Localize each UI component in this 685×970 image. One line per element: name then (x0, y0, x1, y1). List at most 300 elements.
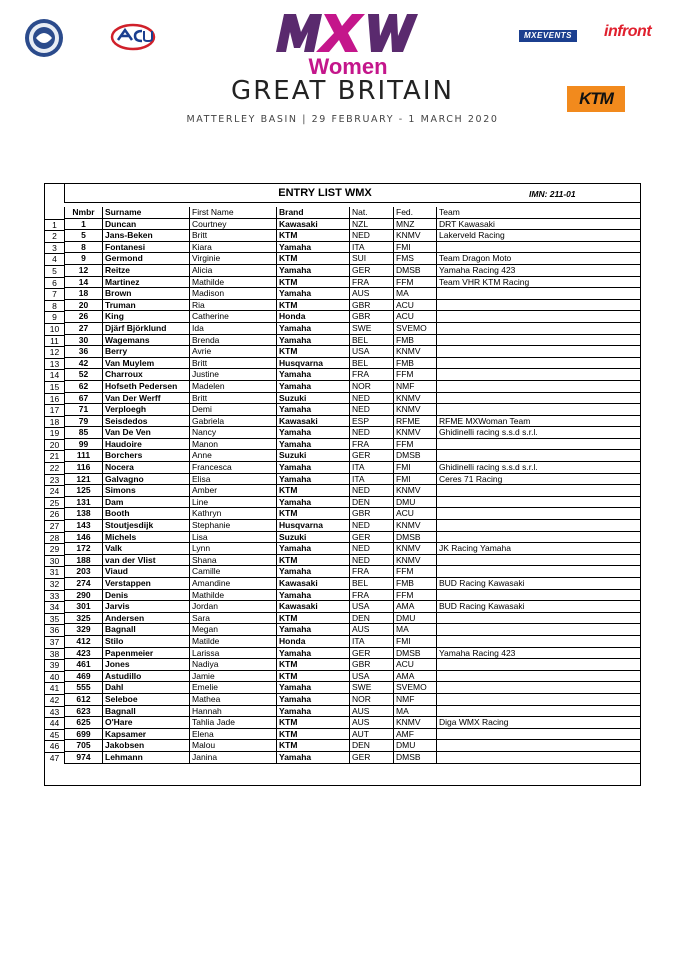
row-index: 40 (44, 671, 65, 683)
rider-nationality: DEN (350, 613, 394, 624)
mxw-women-logo (268, 8, 418, 80)
rider-number: 131 (65, 497, 103, 508)
rider-first-name: Anne (190, 450, 277, 461)
rider-first-name: Madelen (190, 381, 277, 392)
row-index: 21 (44, 450, 65, 462)
rider-federation: DMU (394, 740, 437, 751)
row-index: 9 (44, 311, 65, 323)
rider-team (437, 323, 641, 334)
rider-nationality: GER (350, 265, 394, 276)
row-index: 4 (44, 253, 65, 265)
rider-team (437, 590, 641, 601)
rider-surname: Duncan (103, 219, 190, 230)
rider-brand: Yamaha (277, 543, 350, 554)
rider-team (437, 694, 641, 705)
table-row (65, 381, 641, 393)
rider-brand: Suzuki (277, 532, 350, 543)
rider-nationality: FRA (350, 566, 394, 577)
row-index: 22 (44, 462, 65, 474)
rider-first-name: Mathilde (190, 277, 277, 288)
rider-nationality: SWE (350, 682, 394, 693)
row-index: 44 (44, 717, 65, 729)
row-index-column (44, 207, 65, 764)
rider-surname: Germond (103, 253, 190, 264)
rider-surname: Valk (103, 543, 190, 554)
rider-surname: Reitze (103, 265, 190, 276)
rider-federation: FMI (394, 462, 437, 473)
rider-number: 5 (65, 230, 103, 241)
rider-first-name: Gabriela (190, 416, 277, 427)
table-row (65, 520, 641, 532)
rider-surname: Simons (103, 485, 190, 496)
rider-number: 612 (65, 694, 103, 705)
rider-federation: ACU (394, 311, 437, 322)
row-index: 15 (44, 381, 65, 393)
rider-federation: MA (394, 288, 437, 299)
rider-number: 62 (65, 381, 103, 392)
rider-nationality: NZL (350, 219, 394, 230)
rider-number: 125 (65, 485, 103, 496)
rider-first-name: Justine (190, 369, 277, 380)
rider-federation: MNZ (394, 219, 437, 230)
rider-team (437, 671, 641, 682)
rider-team (437, 369, 641, 380)
rider-brand: Suzuki (277, 393, 350, 404)
row-index: 36 (44, 624, 65, 636)
rider-nationality: GER (350, 532, 394, 543)
rider-federation: KNMV (394, 717, 437, 728)
rider-federation: DMSB (394, 648, 437, 659)
rider-surname: Borchers (103, 450, 190, 461)
rider-number: 14 (65, 277, 103, 288)
rider-first-name: Nancy (190, 427, 277, 438)
rider-surname: Van Muylem (103, 358, 190, 369)
rider-first-name: Alicia (190, 265, 277, 276)
mx-events-logo: MXEVENTS (519, 30, 577, 42)
row-index: 1 (44, 219, 65, 231)
rider-first-name: Avrie (190, 346, 277, 357)
rider-brand: KTM (277, 346, 350, 357)
rider-brand: KTM (277, 729, 350, 740)
rider-number: 469 (65, 671, 103, 682)
table-row (65, 358, 641, 370)
rider-brand: KTM (277, 717, 350, 728)
rider-surname: Jarvis (103, 601, 190, 612)
row-index: 2 (44, 230, 65, 242)
rider-federation: SVEMO (394, 323, 437, 334)
table-row (65, 253, 641, 265)
rider-number: 9 (65, 253, 103, 264)
rider-first-name: Megan (190, 624, 277, 635)
table-row (65, 694, 641, 706)
rider-number: 18 (65, 288, 103, 299)
table-header-row (65, 207, 641, 219)
table-row (65, 369, 641, 381)
rider-number: 203 (65, 566, 103, 577)
table-row (65, 578, 641, 590)
rider-surname: Haudoire (103, 439, 190, 450)
rider-team (437, 346, 641, 357)
rider-nationality: NOR (350, 381, 394, 392)
rider-federation: DMSB (394, 450, 437, 461)
rider-number: 412 (65, 636, 103, 647)
rider-surname: Hofseth Pedersen (103, 381, 190, 392)
rider-federation: DMSB (394, 265, 437, 276)
rider-nationality: NED (350, 485, 394, 496)
table-row (65, 717, 641, 729)
rider-federation: KNMV (394, 393, 437, 404)
rider-first-name: Brenda (190, 335, 277, 346)
rider-first-name: Britt (190, 230, 277, 241)
rider-number: 325 (65, 613, 103, 624)
rider-team (437, 659, 641, 670)
rider-team (437, 520, 641, 531)
rider-brand: Yamaha (277, 694, 350, 705)
rider-brand: Yamaha (277, 648, 350, 659)
col-header-nationality: Nat. (350, 207, 394, 218)
rider-surname: Papenmeier (103, 648, 190, 659)
table-row (65, 265, 641, 277)
rider-number: 974 (65, 752, 103, 763)
rider-number: 699 (65, 729, 103, 740)
rider-nationality: GBR (350, 508, 394, 519)
table-row (65, 659, 641, 671)
row-index: 25 (44, 497, 65, 509)
row-index: 34 (44, 601, 65, 613)
rider-federation: DMSB (394, 752, 437, 763)
rider-first-name: Tahlia Jade (190, 717, 277, 728)
rider-nationality: FRA (350, 590, 394, 601)
row-index: 14 (44, 369, 65, 381)
row-index-spacer (44, 207, 65, 219)
rider-federation: FFM (394, 369, 437, 380)
rider-brand: KTM (277, 300, 350, 311)
rider-nationality: NED (350, 555, 394, 566)
rider-federation: ACU (394, 659, 437, 670)
rider-team (437, 636, 641, 647)
rider-first-name: Nadiya (190, 659, 277, 670)
rider-number: 116 (65, 462, 103, 473)
rider-number: 12 (65, 265, 103, 276)
row-index: 47 (44, 752, 65, 764)
rider-number: 705 (65, 740, 103, 751)
rider-surname: Astudillo (103, 671, 190, 682)
rider-number: 42 (65, 358, 103, 369)
rider-team (437, 555, 641, 566)
mxw-logo-women-text: Women (308, 54, 388, 79)
row-index: 31 (44, 566, 65, 578)
rider-brand: Yamaha (277, 335, 350, 346)
rider-brand: Yamaha (277, 288, 350, 299)
rider-team (437, 682, 641, 693)
rider-federation: ACU (394, 300, 437, 311)
rider-surname: Fontanesi (103, 242, 190, 253)
row-index: 7 (44, 288, 65, 300)
rider-team (437, 485, 641, 496)
rider-surname: Djärf Björklund (103, 323, 190, 334)
rider-first-name: Virginie (190, 253, 277, 264)
rider-team (437, 300, 641, 311)
rider-nationality: GER (350, 450, 394, 461)
table-row (65, 416, 641, 428)
infront-logo: infront (604, 23, 652, 40)
rider-nationality: SWE (350, 323, 394, 334)
rider-first-name: Lisa (190, 532, 277, 543)
rider-federation: FFM (394, 439, 437, 450)
rider-nationality: FRA (350, 277, 394, 288)
table-row (65, 485, 641, 497)
rider-brand: Yamaha (277, 497, 350, 508)
rider-first-name: Mathilde (190, 590, 277, 601)
rider-number: 138 (65, 508, 103, 519)
row-index: 5 (44, 265, 65, 277)
rider-federation: FMS (394, 253, 437, 264)
rider-number: 461 (65, 659, 103, 670)
rider-first-name: Courtney (190, 219, 277, 230)
rider-first-name: Shana (190, 555, 277, 566)
rider-brand: KTM (277, 508, 350, 519)
rider-surname: Dahl (103, 682, 190, 693)
row-index: 27 (44, 520, 65, 532)
rider-nationality: NOR (350, 694, 394, 705)
rider-team (437, 404, 641, 415)
table-row (65, 740, 641, 752)
rider-nationality: FRA (350, 369, 394, 380)
rider-first-name: Larissa (190, 648, 277, 659)
rider-number: 143 (65, 520, 103, 531)
rider-team: Lakerveld Racing (439, 230, 505, 241)
table-row (65, 462, 641, 474)
rider-nationality: BEL (350, 358, 394, 369)
rider-brand: Yamaha (277, 439, 350, 450)
rider-team (437, 335, 641, 346)
rider-nationality: DEN (350, 740, 394, 751)
row-index: 24 (44, 485, 65, 497)
table-row (65, 682, 641, 694)
rider-first-name: Madison (190, 288, 277, 299)
row-index: 10 (44, 323, 65, 335)
rider-team (437, 729, 641, 740)
rider-first-name: Camille (190, 566, 277, 577)
rider-nationality: AUT (350, 729, 394, 740)
rider-team (437, 752, 641, 763)
rider-surname: Jakobsen (103, 740, 190, 751)
rider-first-name: Britt (190, 393, 277, 404)
rider-brand: Yamaha (277, 427, 350, 438)
col-header-brand: Brand (277, 207, 350, 218)
rider-nationality: NED (350, 404, 394, 415)
rider-number: 555 (65, 682, 103, 693)
table-row (65, 624, 641, 636)
rider-federation: FMB (394, 578, 437, 589)
table-row (65, 450, 641, 462)
rider-surname: Stoutjesdijk (103, 520, 190, 531)
rider-team: DRT Kawasaki (439, 218, 495, 229)
rider-brand: KTM (277, 253, 350, 264)
entry-grid (64, 207, 641, 764)
table-row (65, 613, 641, 625)
table-row (65, 671, 641, 683)
rider-first-name: Stephanie (190, 520, 277, 531)
rider-federation: KNMV (394, 346, 437, 357)
rider-team: Ghidinelli racing s.s.d s.r.l. (439, 427, 538, 438)
rider-first-name: Janina (190, 752, 277, 763)
table-row (65, 497, 641, 509)
col-header-number: Nmbr (65, 207, 103, 218)
table-row (65, 474, 641, 486)
rider-federation: MA (394, 624, 437, 635)
table-row (65, 601, 641, 613)
rider-brand: Husqvarna (277, 520, 350, 531)
rider-nationality: ITA (350, 636, 394, 647)
rider-first-name: Sara (190, 613, 277, 624)
rider-team (437, 288, 641, 299)
rider-brand: Yamaha (277, 381, 350, 392)
rider-first-name: Ida (190, 323, 277, 334)
rider-surname: Dam (103, 497, 190, 508)
rider-team (437, 508, 641, 519)
rider-brand: Kawasaki (277, 578, 350, 589)
rider-nationality: GER (350, 752, 394, 763)
rider-first-name: Jamie (190, 671, 277, 682)
table-title-row (64, 184, 640, 203)
row-index: 29 (44, 543, 65, 555)
rider-brand: Kawasaki (277, 416, 350, 427)
rider-nationality: GBR (350, 300, 394, 311)
rider-federation: KNMV (394, 230, 437, 241)
row-index: 17 (44, 404, 65, 416)
rider-team: Ceres 71 Racing (439, 473, 503, 484)
rider-brand: Yamaha (277, 624, 350, 635)
rider-brand: Yamaha (277, 242, 350, 253)
rider-federation: KNMV (394, 520, 437, 531)
rider-team (437, 613, 641, 624)
rider-number: 121 (65, 474, 103, 485)
ktm-logo: KTM (567, 86, 625, 112)
rider-federation: AMA (394, 671, 437, 682)
rider-federation: DMU (394, 613, 437, 624)
rider-nationality: USA (350, 601, 394, 612)
row-index: 6 (44, 277, 65, 289)
rider-first-name: Catherine (190, 311, 277, 322)
table-row (65, 346, 641, 358)
rider-surname: Seisdedos (103, 416, 190, 427)
rider-number: 172 (65, 543, 103, 554)
rider-first-name: Kathryn (190, 508, 277, 519)
rider-surname: Van Der Werff (103, 393, 190, 404)
rider-first-name: Demi (190, 404, 277, 415)
rider-number: 67 (65, 393, 103, 404)
rider-surname: Lehmann (103, 752, 190, 763)
rider-surname: Martinez (103, 277, 190, 288)
rider-team: Diga WMX Racing (439, 717, 509, 728)
rider-team (437, 381, 641, 392)
rider-nationality: ESP (350, 416, 394, 427)
rider-nationality: ITA (350, 462, 394, 473)
row-index: 43 (44, 706, 65, 718)
rider-first-name: Jordan (190, 601, 277, 612)
rider-federation: FFM (394, 566, 437, 577)
rider-surname: Verstappen (103, 578, 190, 589)
rider-federation: RFME (394, 416, 437, 427)
rider-surname: Jans-Beken (103, 230, 190, 241)
row-index: 11 (44, 335, 65, 347)
rider-first-name: Manon (190, 439, 277, 450)
rider-first-name: Amandine (190, 578, 277, 589)
rider-number: 301 (65, 601, 103, 612)
rider-team (437, 706, 641, 717)
rider-first-name: Elisa (190, 474, 277, 485)
row-index: 16 (44, 393, 65, 405)
rider-number: 111 (65, 450, 103, 461)
rider-number: 26 (65, 311, 103, 322)
row-index: 12 (44, 346, 65, 358)
rider-surname: Michels (103, 532, 190, 543)
row-index: 33 (44, 590, 65, 602)
rider-brand: Kawasaki (277, 601, 350, 612)
rider-federation: FFM (394, 277, 437, 288)
rider-nationality: AUS (350, 706, 394, 717)
rider-surname: Wagemans (103, 335, 190, 346)
rider-number: 71 (65, 404, 103, 415)
rider-team: Yamaha Racing 423 (439, 647, 516, 658)
table-row (65, 543, 641, 555)
rider-federation: FMB (394, 358, 437, 369)
acu-logo-icon (110, 22, 156, 56)
rider-first-name: Ria (190, 300, 277, 311)
rider-nationality: ITA (350, 474, 394, 485)
rider-brand: Yamaha (277, 323, 350, 334)
event-title: GREAT BRITAIN (231, 76, 454, 106)
table-row (65, 219, 641, 231)
row-index: 37 (44, 636, 65, 648)
rider-federation: DMU (394, 497, 437, 508)
rider-surname: van der Vlist (103, 555, 190, 566)
row-index: 20 (44, 439, 65, 451)
rider-first-name: Line (190, 497, 277, 508)
rider-nationality: BEL (350, 578, 394, 589)
row-index: 30 (44, 555, 65, 567)
rider-surname: Charroux (103, 369, 190, 380)
col-header-federation: Fed. (394, 207, 437, 218)
table-row (65, 648, 641, 660)
rider-brand: KTM (277, 613, 350, 624)
rider-surname: Galvagno (103, 474, 190, 485)
row-index: 46 (44, 740, 65, 752)
rider-number: 36 (65, 346, 103, 357)
rider-brand: KTM (277, 230, 350, 241)
row-index: 42 (44, 694, 65, 706)
rider-federation: AMF (394, 729, 437, 740)
rider-number: 274 (65, 578, 103, 589)
table-row (65, 242, 641, 254)
rider-nationality: AUS (350, 624, 394, 635)
rider-first-name: Hannah (190, 706, 277, 717)
rider-first-name: Lynn (190, 543, 277, 554)
rider-surname: Andersen (103, 613, 190, 624)
event-subtitle: MATTERLEY BASIN | 29 FEBRUARY - 1 MARCH 2020 (186, 114, 499, 125)
rider-brand: Suzuki (277, 450, 350, 461)
row-index: 13 (44, 358, 65, 370)
rider-team: JK Racing Yamaha (439, 543, 511, 554)
rider-federation: KNMV (394, 427, 437, 438)
row-index: 19 (44, 427, 65, 439)
rider-federation: NMF (394, 381, 437, 392)
rider-nationality: AUS (350, 717, 394, 728)
rider-federation: SVEMO (394, 682, 437, 693)
rider-surname: Kapsamer (103, 729, 190, 740)
rider-brand: Honda (277, 636, 350, 647)
